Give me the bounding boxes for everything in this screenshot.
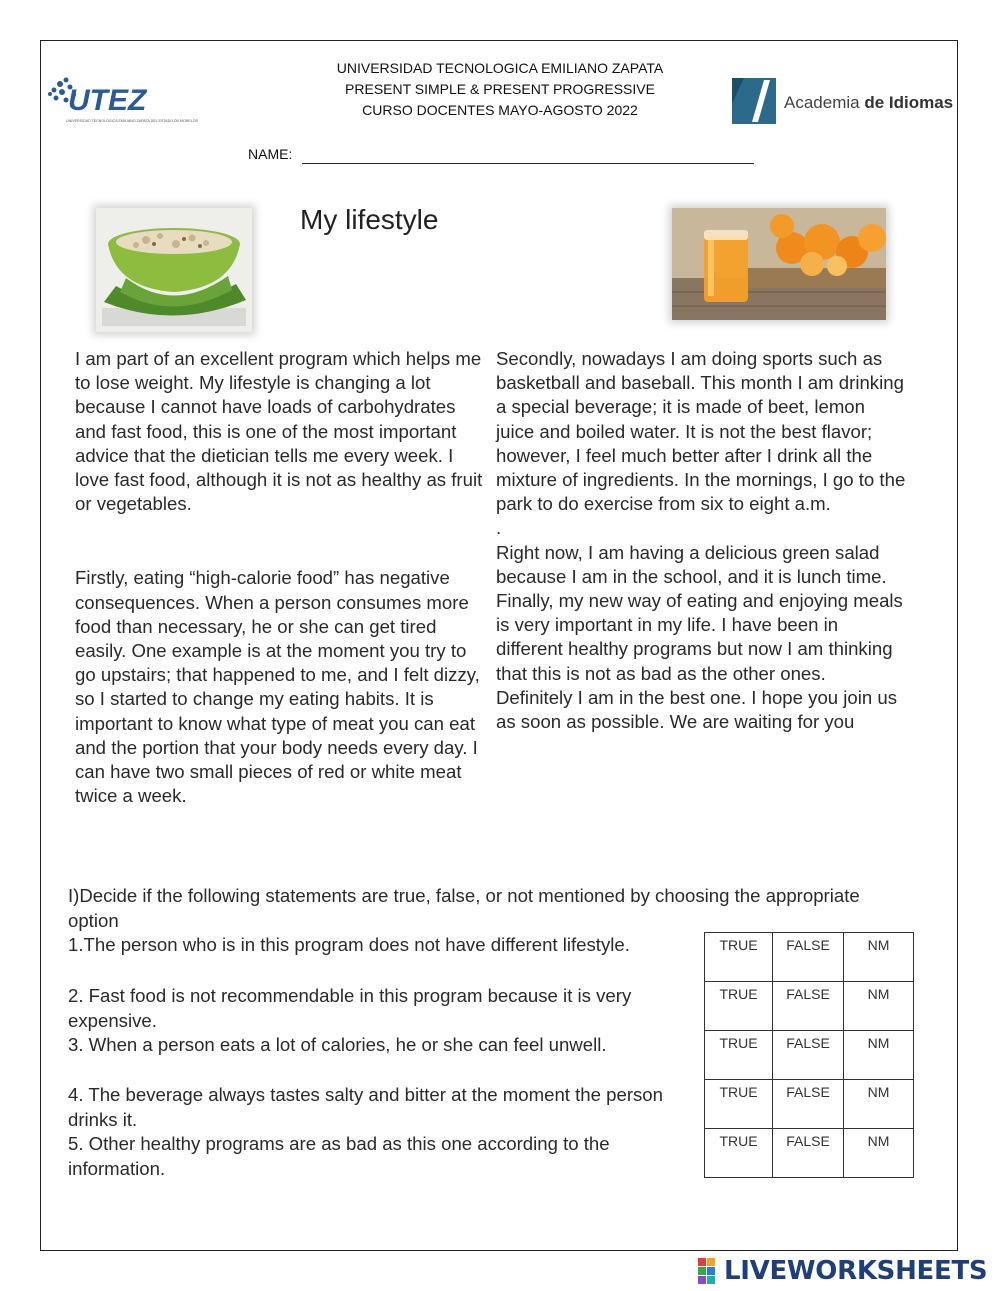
- right-dot: .: [496, 517, 502, 539]
- left-paragraph-1: I am part of an excellent program which helps me to lose weight. My lifestyle is changing a lot because I cannot have loads of carbohydrates and fast food, this is one of the most important advice that the dietician tells me every week. I love fast food, although it is not as healthy as fruit or vegetables.: [75, 348, 483, 515]
- right-paragraph-2: Right now, I am having a delicious green salad because I am in the school, and it is lunch time.: [496, 541, 887, 587]
- option-false[interactable]: FALSE: [773, 982, 844, 1031]
- option-nm[interactable]: NM: [844, 1031, 914, 1080]
- utez-logo-subtext: UNIVERSIDAD TECNOLÓGICA EMILIANO ZAPATA DEL ESTADO DE MORELOS: [66, 119, 198, 123]
- exercise-instruction: I)Decide if the following statements are true, false, or not mentioned by choosing the appropriate option: [68, 885, 860, 931]
- answer-row-2: [705, 982, 914, 1031]
- question-3: 3. When a person eats a lot of calories, he or she can feel unwell.: [68, 1034, 607, 1055]
- answer-options-table: [704, 932, 914, 1178]
- orange-juice-image: [672, 208, 886, 320]
- liveworksheets-text: LIVEWORKSHEETS: [724, 1256, 988, 1286]
- option-nm[interactable]: NM: [844, 1080, 914, 1129]
- left-paragraph-2: Firstly, eating “high-calorie food” has negative consequences. When a person consumes more food than necessary, he or she can get tired easily. One example is at the moment you try to go upstairs; that happened to me, and I felt dizzy, so I started to change my eating habits. It is important to know what type of meat you can eat and the portion that your body needs every day. I can have two small pieces of red or white meat twice a week.: [75, 567, 480, 807]
- answer-row-3: [705, 1031, 914, 1080]
- answer-row-4: [705, 1080, 914, 1129]
- option-nm[interactable]: NM: [844, 982, 914, 1031]
- right-paragraph-1: Secondly, nowadays I am doing sports such as basketball and baseball. This month I am drinking a special beverage; it is made of beet, lemon juice and boiled water. It is not the best flavor; however, I feel much better after I drink all the mixture of ingredients. In the mornings, I go to the park to do exercise from six to eight a.m.: [496, 348, 906, 515]
- academia-logo-regular: Academia: [784, 93, 865, 112]
- svg-text:Academia de Idiomas: [784, 93, 953, 112]
- header-line-2: PRESENT SIMPLE & PRESENT PROGRESSIVE: [345, 81, 655, 97]
- header-line-1: UNIVERSIDAD TECNOLOGICA EMILIANO ZAPATA: [336, 60, 664, 76]
- question-4: 4. The beverage always tastes salty and bitter at the moment the person drinks it.: [68, 1084, 663, 1130]
- option-nm[interactable]: NM: [844, 933, 914, 982]
- right-paragraph-3: Finally, my new way of eating and enjoying meals is very important in my life. I have been in different healthy programs but now I am thinking that this is not as bad as the other ones. Definitely I am in the best one. I hope you join us as soon as possible. We are waiting for you: [496, 590, 903, 733]
- utez-logo-text: UTEZ: [68, 84, 147, 117]
- oatmeal-bowl-image: [96, 208, 252, 332]
- question-5: 5. Other healthy programs are as bad as this one according to the information.: [68, 1133, 610, 1179]
- academia-logo: [730, 74, 954, 128]
- option-true[interactable]: TRUE: [705, 1031, 773, 1080]
- option-nm[interactable]: NM: [844, 1129, 914, 1178]
- option-true[interactable]: TRUE: [705, 982, 773, 1031]
- answer-row-5: [705, 1129, 914, 1178]
- answer-row-1: [705, 933, 914, 982]
- reading-right-column: [496, 347, 906, 734]
- question-2: 2. Fast food is not recommendable in this program because it is very expensive.: [68, 985, 632, 1031]
- option-false[interactable]: FALSE: [773, 933, 844, 982]
- option-false[interactable]: FALSE: [773, 1129, 844, 1178]
- header-line-3: CURSO DOCENTES MAYO-AGOSTO 2022: [362, 102, 638, 118]
- option-true[interactable]: TRUE: [705, 933, 773, 982]
- option-true[interactable]: TRUE: [705, 1129, 773, 1178]
- academia-logo-bold: de Idiomas: [864, 93, 954, 112]
- page-title: My lifestyle: [300, 204, 439, 235]
- liveworksheets-brand: [698, 1256, 987, 1286]
- option-false[interactable]: FALSE: [773, 1080, 844, 1129]
- name-label: NAME:: [248, 146, 293, 162]
- liveworksheets-icon: [698, 1258, 724, 1284]
- question-1: 1.The person who is in this program does not have different lifestyle.: [68, 934, 630, 955]
- option-false[interactable]: FALSE: [773, 1031, 844, 1080]
- reading-left-column: [75, 347, 485, 808]
- option-true[interactable]: TRUE: [705, 1080, 773, 1129]
- name-field-line[interactable]: [302, 163, 754, 164]
